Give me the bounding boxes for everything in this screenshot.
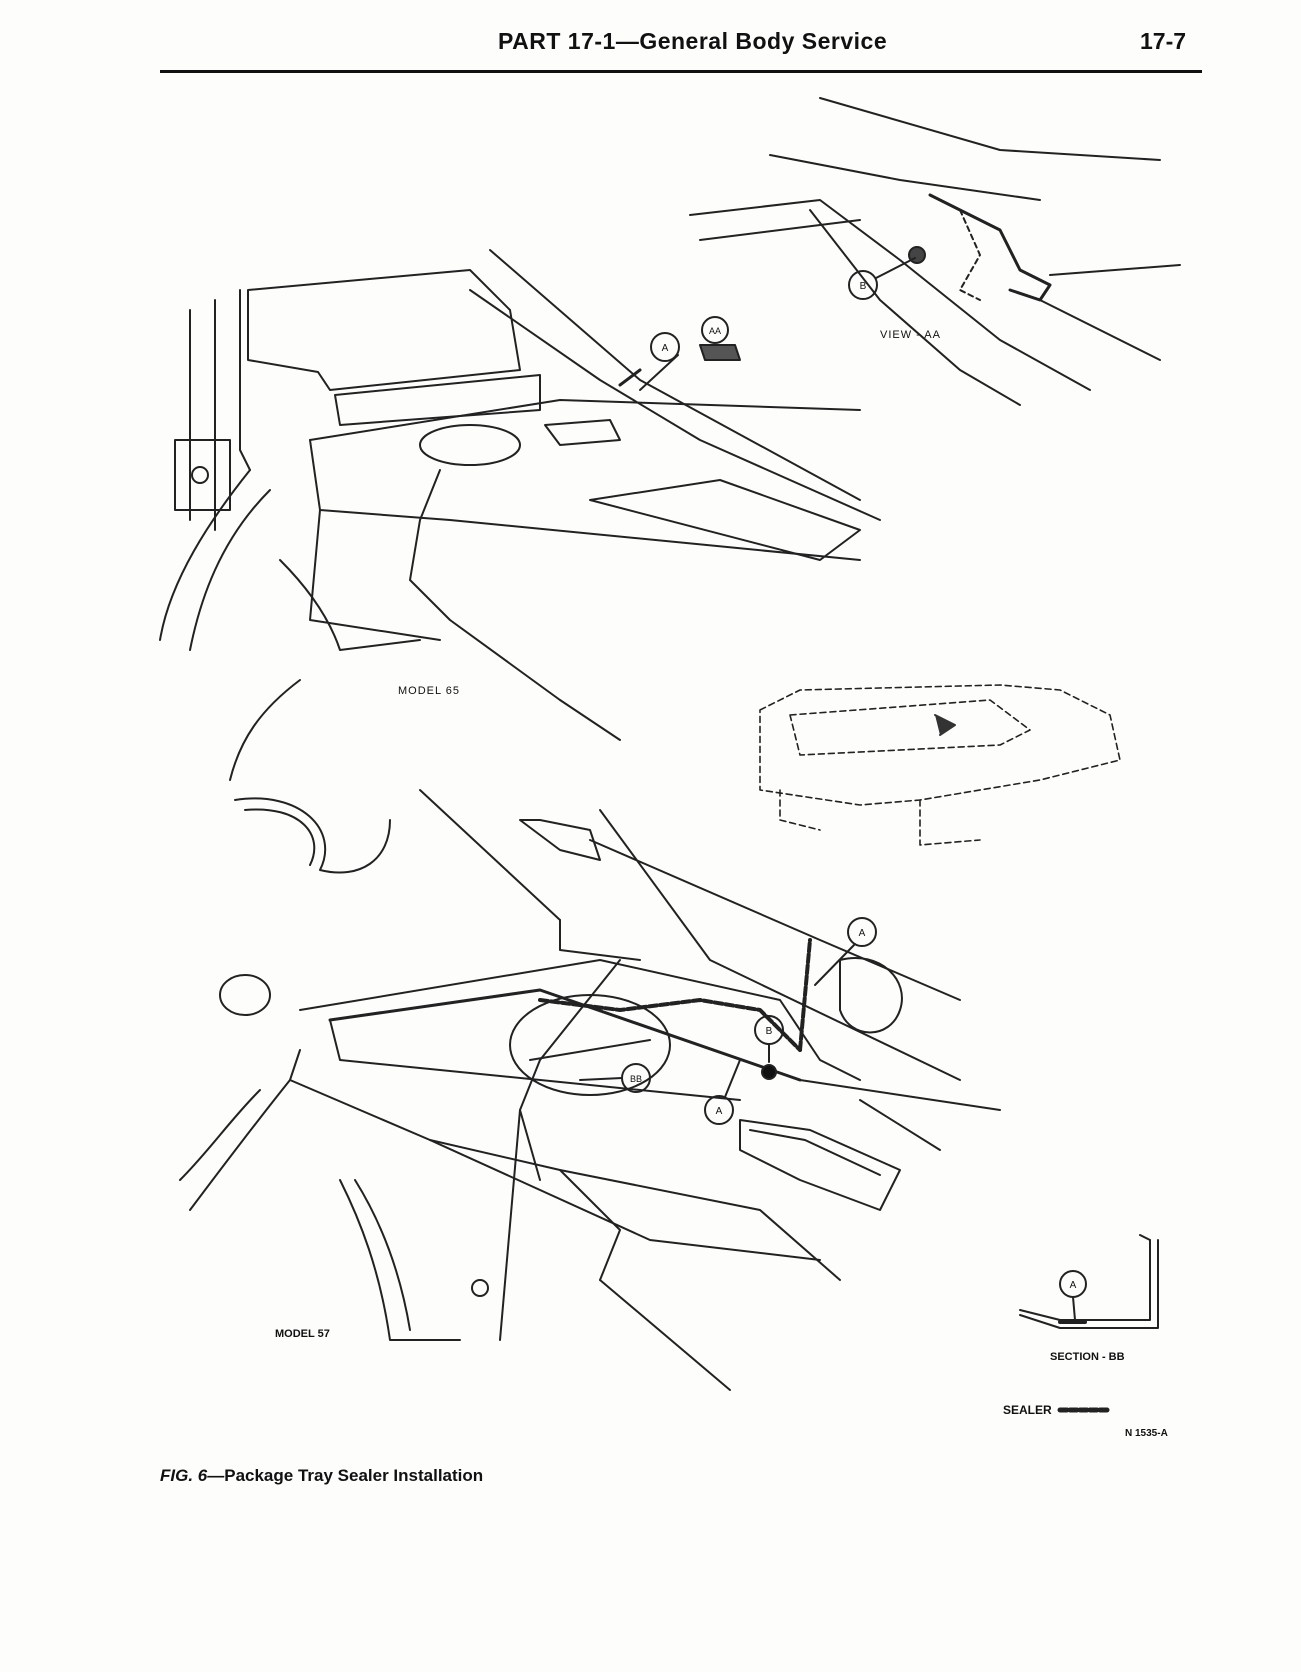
callout-a-label: A (858, 928, 866, 939)
car-body-outline (760, 685, 1120, 845)
header-rule (160, 70, 1202, 73)
view-aa-drawing (690, 98, 1180, 405)
section-bb-drawing (1020, 1235, 1158, 1328)
figure-caption (160, 1466, 483, 1486)
callout-a-label: A (1069, 1280, 1077, 1291)
figure-ref-code: N 1535-A (1125, 1428, 1168, 1439)
page-number: 17-7 (1140, 28, 1187, 54)
model-57-label: MODEL 57 (275, 1328, 330, 1340)
callout-bb-label: BB (629, 1074, 643, 1084)
callout-a-label: A (715, 1106, 723, 1117)
page-header-title: PART 17-1—General Body Service (498, 28, 888, 54)
callout-a-label: A (661, 343, 669, 354)
figure-caption-text: Package Tray Sealer Installation (224, 1466, 484, 1485)
sealer-label: SEALER (1003, 1403, 1052, 1417)
view-aa-label: VIEW - AA (880, 329, 941, 341)
figure-number: FIG. 6— (160, 1466, 225, 1485)
model-57-drawing (180, 790, 1000, 1390)
model-65-drawing (160, 250, 880, 780)
section-bb-label: SECTION - BB (1050, 1351, 1125, 1363)
callout-b-label: B (859, 281, 867, 292)
model-65-label: MODEL 65 (398, 685, 461, 697)
callout-aa-label: AA (708, 326, 722, 336)
callout-b-label: B (765, 1026, 773, 1037)
package-tray-illustration (150, 90, 1210, 1465)
